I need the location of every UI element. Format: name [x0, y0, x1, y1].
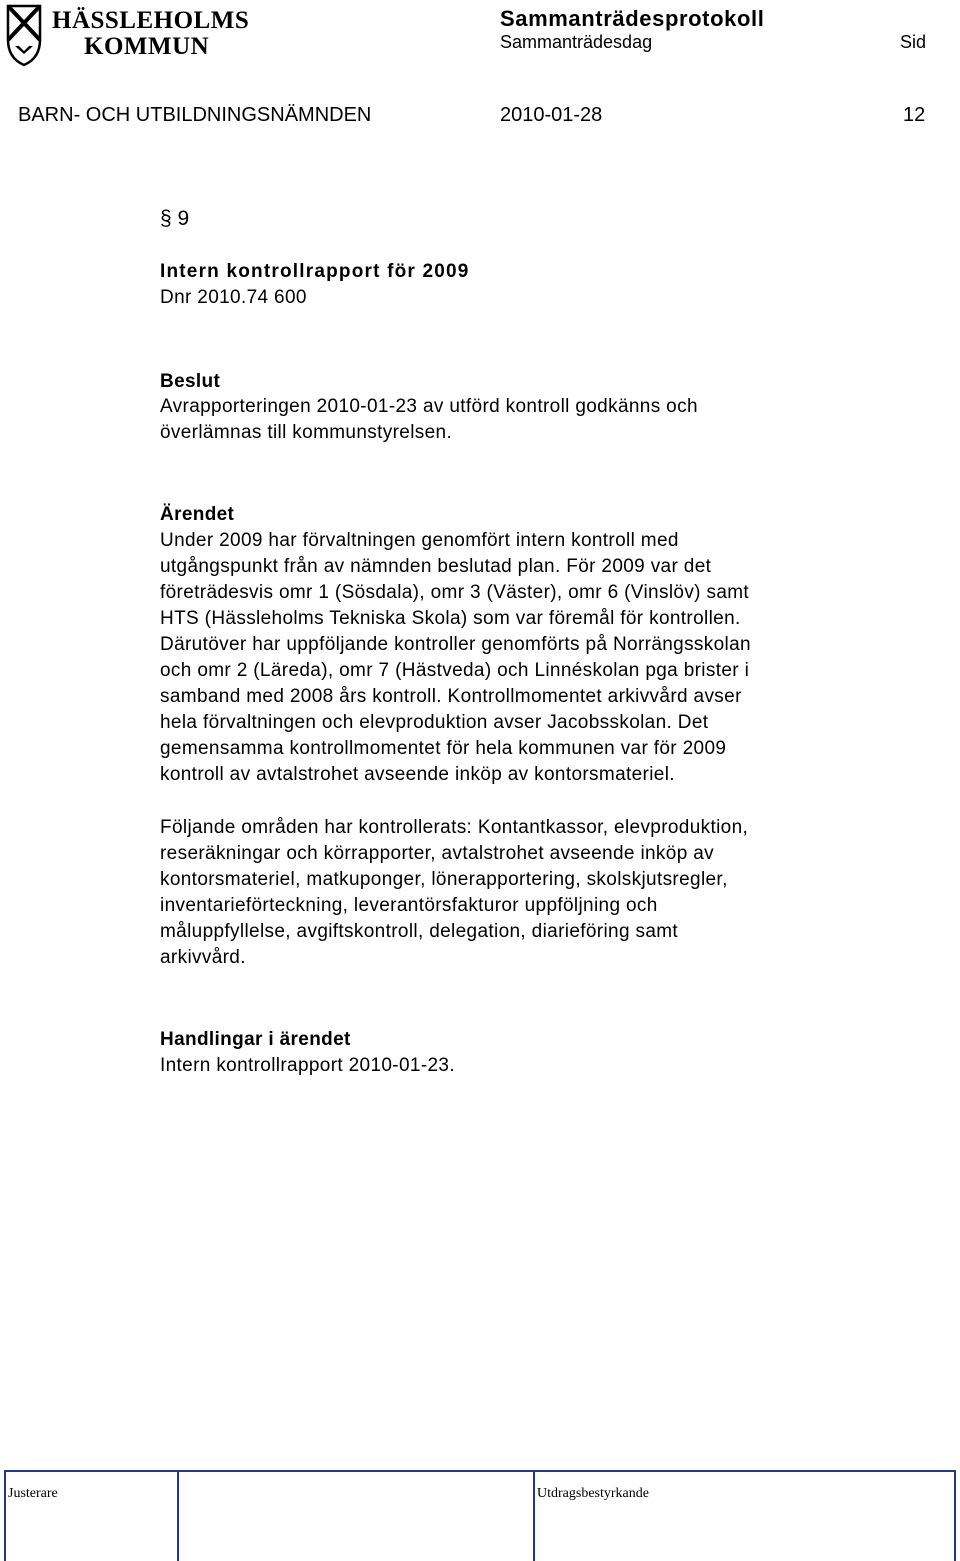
org-name-line2: KOMMUN	[84, 33, 210, 60]
text-line: företrädesvis omr 1 (Sösdala), omr 3 (Väster), omr 6 (Vinslöv) samt	[160, 582, 750, 603]
text-line: hela förvaltningen och elevproduktion avser Jacobsskolan. Det	[160, 712, 709, 733]
page-label: Sid	[900, 32, 927, 52]
beslut-heading: Beslut	[160, 371, 221, 392]
footer-rule	[4, 1470, 956, 1472]
footer-divider	[4, 1472, 6, 1561]
text-line: gemensamma kontrollmomentet för hela kommunen var för 2009	[160, 738, 727, 759]
meeting-date: 2010-01-28	[500, 104, 603, 126]
utdragsbestyrkande-label: Utdragsbestyrkande	[537, 1486, 649, 1501]
committee-name: BARN- OCH UTBILDNINGSNÄMNDEN	[18, 104, 372, 126]
meeting-date-label: Sammanträdesdag	[500, 32, 653, 52]
org-name-line1: HÄSSLEHOLMS	[52, 7, 250, 34]
text-line: måluppfyllelse, avgiftskontroll, delegation, diarieföring samt	[160, 921, 679, 942]
footer-divider	[533, 1472, 535, 1561]
handlingar-text: Intern kontrollrapport 2010-01-23.	[160, 1055, 455, 1076]
text-line: Under 2009 har förvaltningen genomfört intern kontroll med	[160, 530, 679, 551]
text-line: arkivvård.	[160, 947, 246, 968]
diary-number: Dnr 2010.74 600	[160, 287, 307, 308]
document-type: Sammanträdesprotokoll	[500, 6, 765, 31]
footer-divider	[177, 1472, 179, 1561]
section-title: Intern kontrollrapport för 2009	[160, 261, 470, 282]
coat-of-arms-logo	[3, 2, 45, 68]
text-line: Därutöver har uppföljande kontroller genomförts på Norrängsskolan	[160, 634, 751, 655]
paragraph-number: § 9	[160, 207, 190, 230]
text-line: utgångspunkt från av nämnden beslutad plan. För 2009 var det	[160, 556, 712, 577]
text-line: Avrapporteringen 2010-01-23 av utförd kontroll godkänns och	[160, 396, 698, 417]
arendet-text	[160, 528, 751, 788]
justerare-label: Justerare	[8, 1486, 58, 1501]
text-line: HTS (Hässleholms Tekniska Skola) som var föremål för kontrollen.	[160, 608, 741, 629]
beslut-text	[160, 394, 698, 446]
text-line: kontroll av avtalstrohet avseende inköp av kontorsmateriel.	[160, 764, 675, 785]
text-line: Följande områden har kontrollerats: Kontantkassor, elevproduktion,	[160, 817, 749, 838]
handlingar-heading: Handlingar i ärendet	[160, 1029, 351, 1050]
text-line: samband med 2008 års kontroll. Kontrollmomentet arkivvård avser	[160, 686, 742, 707]
footer-divider	[954, 1472, 956, 1561]
text-line: reseräkningar och körrapporter, avtalstrohet avseende inköp av	[160, 843, 715, 864]
checked-areas-text	[160, 815, 748, 971]
text-line: och omr 2 (Läreda), omr 7 (Hästveda) och Linnéskolan pga brister i	[160, 660, 750, 681]
arendet-heading: Ärendet	[160, 504, 235, 525]
text-line: överlämnas till kommunstyrelsen.	[160, 422, 453, 443]
text-line: inventarieförteckning, leverantörsfakturor uppföljning och	[160, 895, 658, 916]
text-line: kontorsmateriel, matkuponger, lönerapportering, skolskjutsregler,	[160, 869, 728, 890]
page-number: 12	[903, 104, 926, 126]
